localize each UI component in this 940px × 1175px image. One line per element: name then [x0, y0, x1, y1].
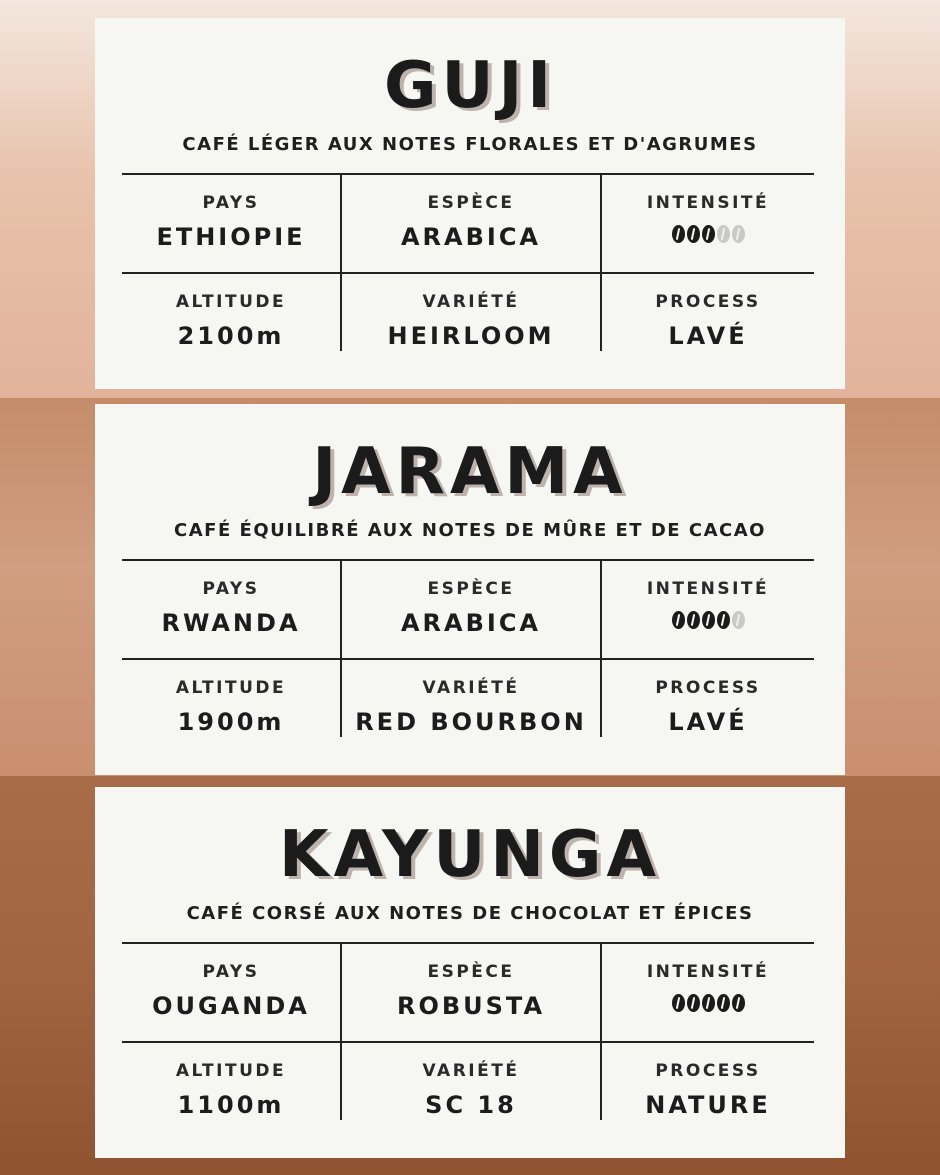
variety-cell — [342, 1043, 600, 1120]
coffee-bean-icon — [687, 994, 700, 1012]
altitude-label: ALTITUDE — [175, 1061, 287, 1081]
coffee-description: CAFÉ CORSÉ AUX NOTES DE CHOCOLAT ET ÉPICES — [186, 903, 754, 924]
coffee-description: CAFÉ LÉGER AUX NOTES FLORALES ET D'AGRUMES — [182, 134, 758, 155]
coffee-bean-icon — [732, 611, 745, 629]
process-label: PROCESS — [655, 292, 761, 312]
coffee-bean-icon — [672, 994, 685, 1012]
coffee-card-jarama — [95, 404, 845, 775]
coffee-card-guji — [95, 18, 845, 389]
coffee-name: JARAMA — [312, 435, 628, 509]
intensity-rating — [602, 994, 814, 1012]
process-label: PROCESS — [655, 678, 761, 698]
process-value: LAVÉ — [668, 322, 748, 350]
coffee-bean-icon — [672, 611, 685, 629]
altitude-value: 2100m — [177, 322, 285, 350]
process-value: LAVÉ — [668, 708, 748, 736]
altitude-value: 1100m — [177, 1091, 285, 1119]
variety-value: HEIRLOOM — [387, 322, 555, 350]
species-cell — [342, 175, 600, 272]
intensity-label: INTENSITÉ — [646, 579, 770, 599]
info-grid — [122, 173, 814, 351]
process-value: NATURE — [645, 1091, 771, 1119]
variety-label: VARIÉTÉ — [422, 678, 520, 698]
coffee-bean-icon — [717, 994, 730, 1012]
altitude-label: ALTITUDE — [175, 678, 287, 698]
altitude-label: ALTITUDE — [175, 292, 287, 312]
variety-value: SC 18 — [425, 1091, 517, 1119]
intensity-cell — [602, 561, 814, 658]
species-cell — [342, 944, 600, 1041]
coffee-bean-icon — [702, 994, 715, 1012]
altitude-cell — [122, 660, 340, 737]
coffee-description: CAFÉ ÉQUILIBRÉ AUX NOTES DE MÛRE ET DE CACAO — [174, 520, 766, 541]
coffee-bean-icon — [732, 994, 745, 1012]
species-label: ESPÈCE — [427, 579, 515, 599]
intensity-label: INTENSITÉ — [646, 193, 770, 213]
coffee-bean-icon — [687, 225, 700, 243]
coffee-bean-icon — [702, 225, 715, 243]
altitude-cell — [122, 1043, 340, 1120]
country-value: OUGANDA — [152, 992, 310, 1020]
species-value: ROBUSTA — [396, 992, 546, 1020]
coffee-name: GUJI — [383, 49, 557, 123]
variety-value: RED BOURBON — [355, 708, 587, 736]
country-label: PAYS — [202, 962, 260, 982]
coffee-card-kayunga — [95, 787, 845, 1158]
variety-label: VARIÉTÉ — [422, 1061, 520, 1081]
species-label: ESPÈCE — [427, 962, 515, 982]
coffee-bean-icon — [702, 611, 715, 629]
intensity-rating — [602, 225, 814, 243]
country-cell — [122, 561, 340, 658]
intensity-label: INTENSITÉ — [646, 962, 770, 982]
country-cell — [122, 175, 340, 272]
country-cell — [122, 944, 340, 1041]
coffee-bean-icon — [732, 225, 745, 243]
coffee-bean-icon — [687, 611, 700, 629]
species-cell — [342, 561, 600, 658]
species-label: ESPÈCE — [427, 193, 515, 213]
species-value: ARABICA — [400, 609, 542, 637]
altitude-cell — [122, 274, 340, 351]
intensity-rating — [602, 611, 814, 629]
variety-cell — [342, 274, 600, 351]
species-value: ARABICA — [400, 223, 542, 251]
country-label: PAYS — [202, 579, 260, 599]
process-cell — [602, 274, 814, 351]
variety-label: VARIÉTÉ — [422, 292, 520, 312]
variety-cell — [342, 660, 600, 737]
country-value: ETHIOPIE — [156, 223, 306, 251]
country-value: RWANDA — [161, 609, 301, 637]
process-label: PROCESS — [655, 1061, 761, 1081]
info-grid — [122, 942, 814, 1120]
intensity-cell — [602, 944, 814, 1041]
intensity-cell — [602, 175, 814, 272]
altitude-value: 1900m — [177, 708, 285, 736]
process-cell — [602, 660, 814, 737]
coffee-bean-icon — [672, 225, 685, 243]
info-grid — [122, 559, 814, 737]
coffee-name: KAYUNGA — [279, 818, 661, 892]
process-cell — [602, 1043, 814, 1120]
coffee-bean-icon — [717, 611, 730, 629]
country-label: PAYS — [202, 193, 260, 213]
coffee-bean-icon — [717, 225, 730, 243]
